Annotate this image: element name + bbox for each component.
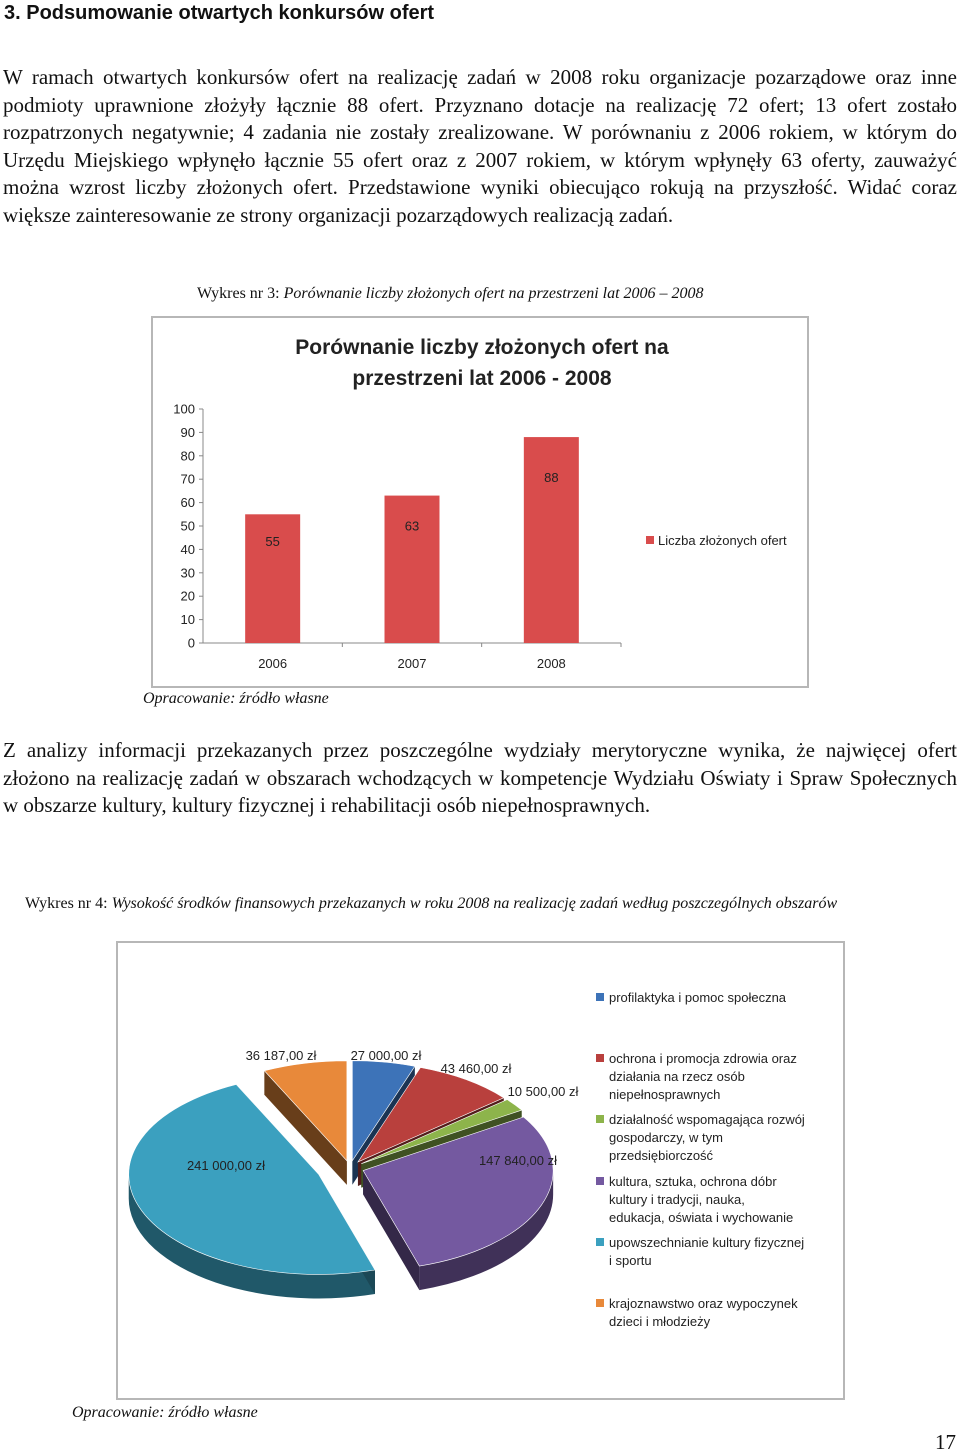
legend-swatch — [596, 1238, 604, 1246]
page-number: 17 — [935, 1430, 956, 1454]
y-tick-label: 10 — [180, 612, 195, 628]
y-tick-label: 70 — [180, 471, 195, 487]
legend-swatch — [596, 1177, 604, 1185]
legend-label: upowszechnianie kultury fizycznej i sportu — [609, 1235, 805, 1268]
pie-chart — [118, 943, 843, 1398]
pie-value-label: 27 000,00 zł — [350, 1048, 422, 1063]
legend-label: ochrona i promocja zdrowia oraz działania na rzecz osób niepełnosprawnych — [609, 1051, 797, 1102]
bar-data-label: 63 — [404, 518, 420, 534]
figure3-caption — [197, 285, 704, 303]
pie-value-label: 10 500,00 zł — [507, 1084, 579, 1099]
y-tick-label: 30 — [180, 565, 195, 581]
legend-label: profilaktyka i pomoc społeczna — [609, 990, 787, 1005]
y-tick-label: 40 — [180, 541, 195, 557]
bar-chart-frame — [151, 316, 809, 688]
legend-swatch — [596, 1115, 604, 1123]
figure4-caption — [25, 895, 837, 913]
figure3-caption-prefix: Wykres nr 3: — [197, 285, 280, 302]
x-tick-label: 2007 — [397, 656, 427, 671]
x-tick-label: 2008 — [536, 656, 566, 671]
bar-2008 — [524, 437, 579, 643]
pie-value-label: 36 187,00 zł — [245, 1048, 317, 1063]
intro-paragraph: W ramach otwartych konkursów ofert na realizację zadań w 2008 roku organizacje pozarządowe oraz inne podmioty uprawnione złożyły łącznie 88 ofert. Przyznano dotacje na realizację 72 ofert; 13 ofert zostało rozpatrzonych negatywnie; 4 zadania nie zostały zrealizowane. W porównaniu z 2006 rokiem, w którym do Urzędu Miejskiego wpłynęło łącznie 55 ofert oraz z 2007 rokiem, w którym wpłynęły 63 oferty, zauważyć można wzrost liczby złożonych ofert. Przedstawione wyniki obiecująco rokują na przyszłość. Widać coraz większe zainteresowanie ze strony organizacji pozarządowych realizacją zadań. — [3, 65, 957, 227]
y-tick-label: 100 — [173, 401, 195, 417]
analysis-paragraph: Z analizy informacji przekazanych przez poszczególne wydziały merytoryczne wynika, że najwięcej ofert złożono na realizację zadań w obszarach wchodzących w kompetencje Wydziału Oświaty i Spraw Społecznych w obszarze kultury, kultury fizycznej i rehabilitacji osób niepełnosprawnych. — [3, 738, 957, 817]
y-tick-label: 60 — [180, 495, 195, 511]
y-tick-label: 50 — [180, 518, 195, 534]
legend-label: Liczba złożonych ofert — [658, 533, 787, 548]
section-heading: 3. Podsumowanie otwartych konkursów ofert — [4, 2, 435, 24]
bar-data-label: 88 — [544, 470, 559, 486]
y-tick-label: 20 — [180, 588, 195, 604]
legend-swatch — [596, 1054, 604, 1062]
bar-data-label: 55 — [265, 534, 280, 550]
bar-chart-title-line: przestrzeni lat 2006 - 2008 — [352, 367, 612, 390]
legend-label: krajoznawstwo oraz wypoczynek dzieci i młodzieży — [609, 1296, 798, 1329]
figure4-caption-title: Wysokość środków finansowych przekazanych w roku 2008 na realizację zadań według poszczególnych obszarów — [111, 895, 838, 912]
legend-swatch — [596, 1299, 604, 1307]
y-tick-label: 0 — [187, 635, 195, 651]
y-tick-label: 90 — [180, 424, 195, 440]
pie-value-label: 241 000,00 zł — [186, 1158, 266, 1173]
figure3-caption-title: Porównanie liczby złożonych ofert na przestrzeni lat 2006 – 2008 — [283, 285, 704, 302]
legend-swatch — [646, 536, 654, 544]
legend-swatch — [596, 993, 604, 1001]
figure4-caption-prefix: Wykres nr 4: — [25, 895, 108, 912]
bar-chart — [153, 318, 807, 686]
pie-value-label: 43 460,00 zł — [440, 1061, 512, 1076]
y-tick-label: 80 — [180, 448, 195, 464]
figure4-source: Opracowanie: źródło własne — [72, 1404, 258, 1421]
x-tick-label: 2006 — [258, 656, 288, 671]
bar-chart-title-line: Porównanie liczby złożonych ofert na — [295, 336, 669, 359]
pie-value-label: 147 840,00 zł — [478, 1153, 558, 1168]
legend-label: działalność wspomagająca rozwój gospodarczy, w tym przedsiębiorczość — [609, 1112, 805, 1163]
legend-label: kultura, sztuka, ochrona dóbr kultury i tradycji, nauka, edukacja, oświata i wychowanie — [609, 1174, 794, 1225]
pie-chart-frame — [116, 941, 845, 1400]
figure3-source: Opracowanie: źródło własne — [143, 690, 329, 707]
